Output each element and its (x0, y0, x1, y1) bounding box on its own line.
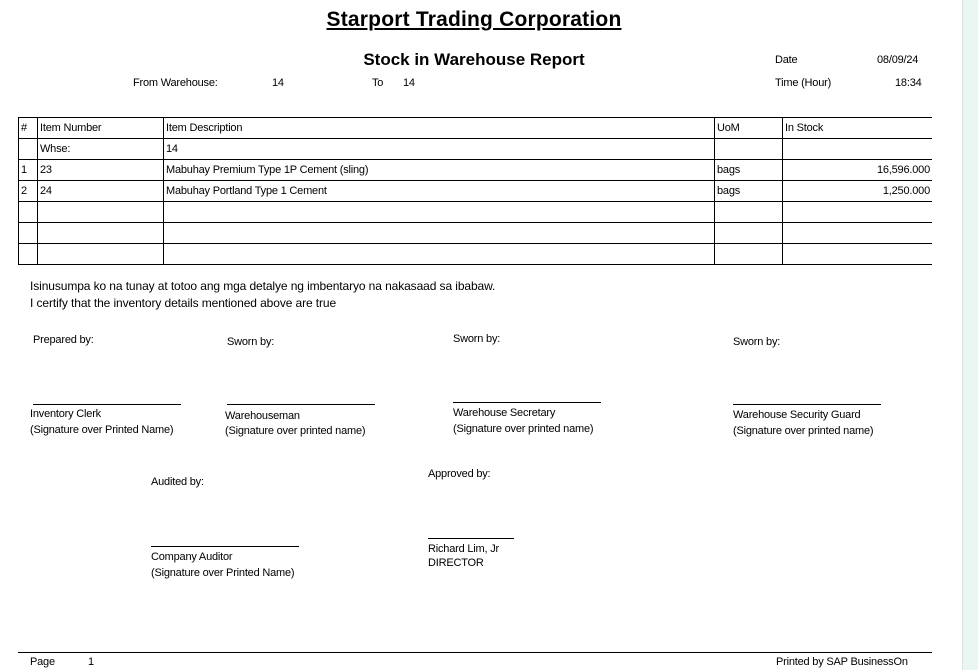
column-header: In Stock (783, 118, 933, 139)
sworn-by-note: (Signature over printed name) (225, 425, 366, 437)
audited-by-label: Audited by: (151, 476, 204, 488)
time-label: Time (Hour) (775, 77, 832, 89)
page-number: 1 (88, 656, 94, 668)
sworn-by-note: (Signature over printed name) (733, 425, 874, 437)
certification-tagalog: Isinusumpa ko na tunay at totoo ang mga detalye ng imbentaryo na nakasaad sa ibabaw. (30, 279, 496, 293)
company-name: Starport Trading Corporation (326, 8, 622, 31)
row-number: 1 (19, 160, 38, 181)
signature-line (227, 404, 375, 405)
from-warehouse-value: 14 (272, 77, 284, 89)
warehouse-row (19, 139, 933, 160)
sworn-by-name: Warehouse Security Guard (733, 409, 861, 421)
warehouse-label: Whse: (38, 139, 164, 160)
certification-english: I certify that the inventory details mentioned above are true (30, 296, 337, 310)
column-header: Item Description (164, 118, 715, 139)
to-warehouse-value: 14 (403, 77, 415, 89)
empty-row (19, 202, 933, 223)
empty-row (19, 244, 933, 265)
signature-line (33, 404, 181, 405)
warehouse-value: 14 (164, 139, 715, 160)
column-header: Item Number (38, 118, 164, 139)
prepared-by-label: Prepared by: (33, 334, 94, 346)
signature-line (428, 538, 514, 539)
sworn-by-label: Sworn by: (733, 336, 781, 348)
audited-by-name: Company Auditor (151, 551, 233, 563)
audited-by-note: (Signature over Printed Name) (151, 567, 295, 579)
row-number: 2 (19, 181, 38, 202)
table-row (19, 160, 933, 181)
page-label: Page (30, 656, 55, 668)
sworn-by-label: Sworn by: (453, 333, 501, 345)
printed-by: Printed by SAP BusinessOn (776, 656, 908, 668)
date-label: Date (775, 54, 798, 66)
footer-divider (18, 652, 932, 653)
signature-line (151, 546, 299, 547)
table-row (19, 181, 933, 202)
approved-by-label: Approved by: (428, 468, 491, 480)
time-value: 18:34 (895, 77, 922, 89)
report-title: Stock in Warehouse Report (363, 50, 585, 69)
prepared-by-note: (Signature over Printed Name) (30, 424, 174, 436)
item-description: Mabuhay Portland Type 1 Cement (164, 181, 715, 202)
sworn-by-note: (Signature over printed name) (453, 423, 594, 435)
item-in-stock: 16,596.000 (783, 160, 933, 181)
item-number: 23 (38, 160, 164, 181)
to-warehouse-label: To (372, 77, 384, 89)
signature-line (453, 402, 601, 403)
approved-by-title: DIRECTOR (428, 557, 484, 569)
item-uom: bags (715, 160, 783, 181)
date-value: 08/09/24 (877, 54, 919, 66)
table-header-row (19, 118, 933, 139)
sworn-by-name: Warehouse Secretary (453, 407, 556, 419)
approved-by-name: Richard Lim, Jr (428, 543, 499, 555)
prepared-by-name: Inventory Clerk (30, 408, 101, 420)
signature-line (733, 404, 881, 405)
item-in-stock: 1,250.000 (783, 181, 933, 202)
sworn-by-name: Warehouseman (225, 410, 300, 422)
item-description: Mabuhay Premium Type 1P Cement (sling) (164, 160, 715, 181)
sworn-by-label: Sworn by: (227, 336, 275, 348)
empty-row (19, 223, 933, 244)
item-uom: bags (715, 181, 783, 202)
stock-table (18, 117, 932, 265)
item-number: 24 (38, 181, 164, 202)
column-header: # (19, 118, 38, 139)
from-warehouse-label: From Warehouse: (133, 77, 218, 89)
column-header: UoM (715, 118, 783, 139)
